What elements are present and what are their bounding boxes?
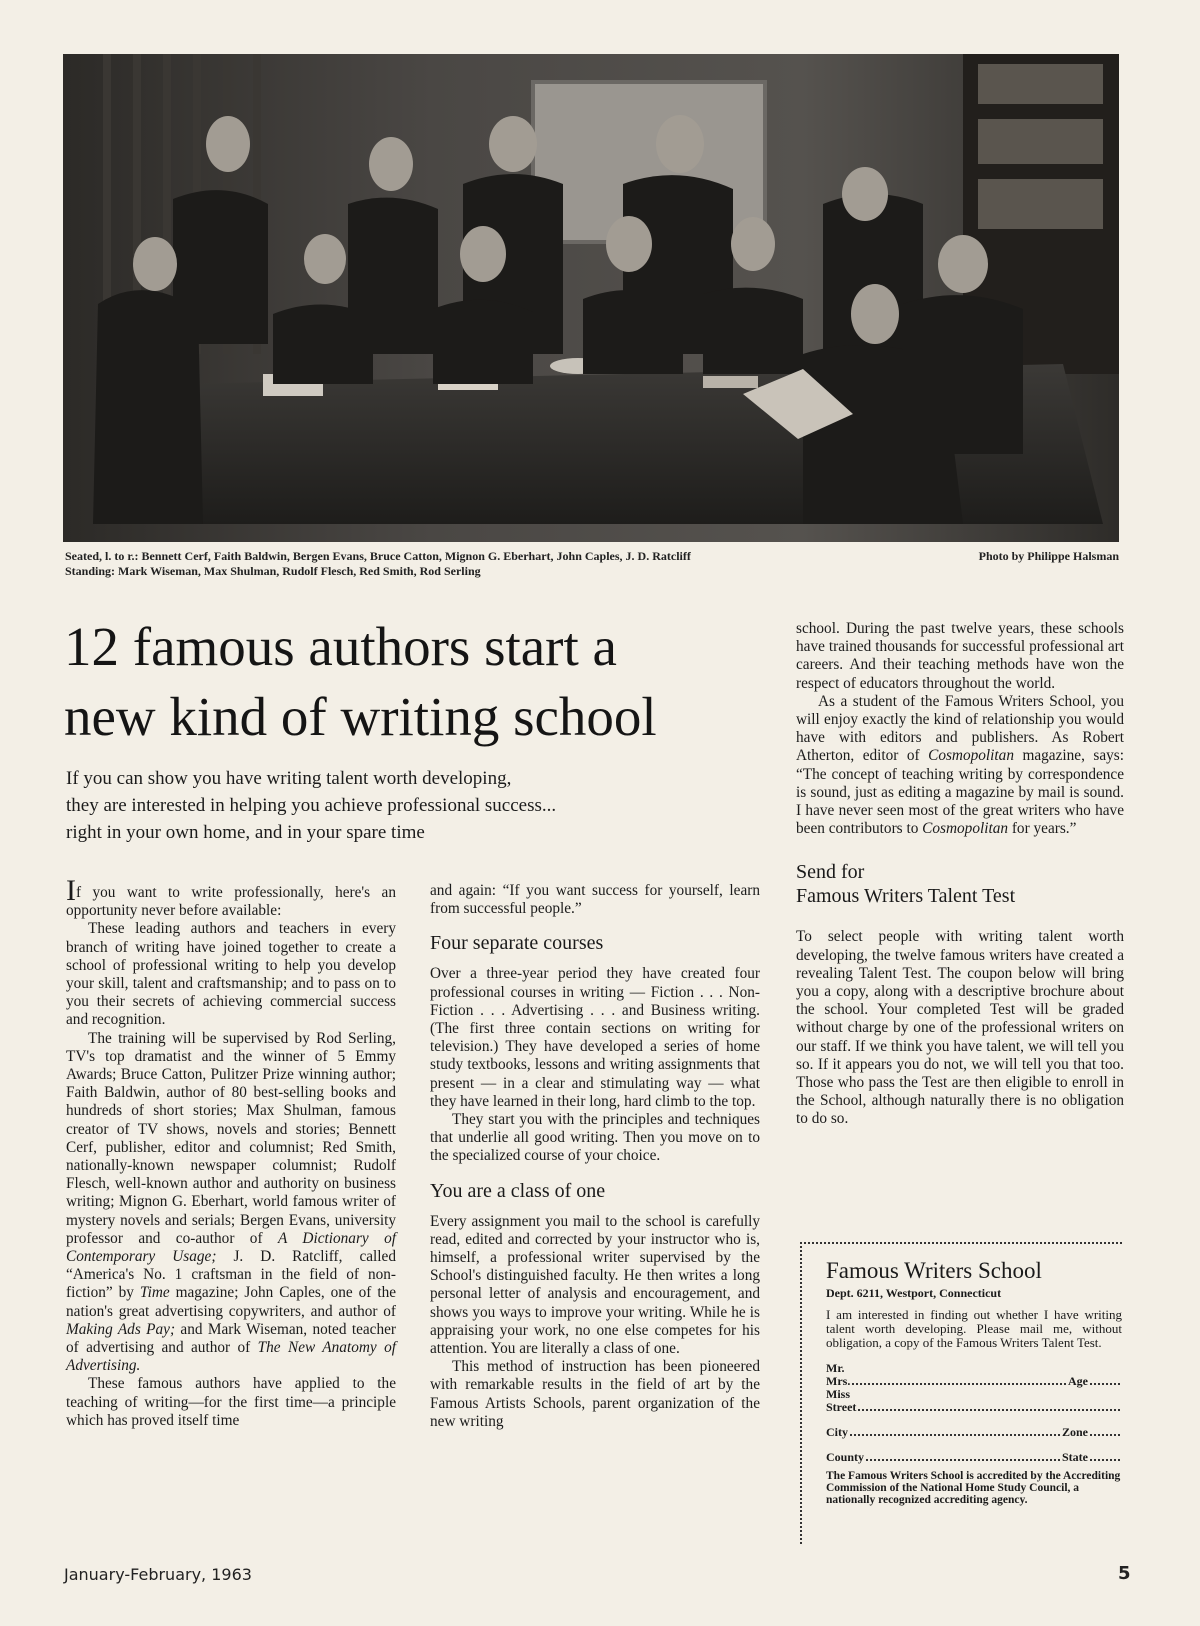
photo-caption bbox=[65, 549, 925, 579]
coupon bbox=[800, 1242, 1122, 1544]
street-label: Street bbox=[826, 1400, 857, 1414]
paragraph: school. During the past twelve years, these schools have trained thousands for successful professional art careers. And their teaching methods have won the respect of educators throughout the world. bbox=[796, 620, 1124, 692]
coupon-title: Famous Writers School bbox=[826, 1258, 1042, 1283]
paragraph: They start you with the principles and techniques that underlie all good writing. Then you move on to the specialized course of your choice. bbox=[430, 1111, 760, 1165]
county-field[interactable] bbox=[826, 1451, 1122, 1464]
headline bbox=[64, 612, 764, 752]
miss-label: Miss bbox=[826, 1387, 850, 1401]
name-field-block[interactable] bbox=[826, 1362, 1122, 1414]
age-label: Age bbox=[1068, 1374, 1088, 1388]
drop-cap: I bbox=[66, 874, 76, 907]
issue-date: January-February, 1963 bbox=[64, 1565, 252, 1584]
paragraph: The training will be supervised by Rod Serling, TV's top dramatist and the winner of 5 Emmy Awards; Bruce Catton, Pulitzer Prize winning author; Faith Baldwin, author of 80 best-selling books and hundreds of short stories; Max Shulman, famous creator of TV shows, novels and stories; Bennett Cerf, publisher, editor and columnist; Red Smith, nationally-known newspaper columnist; Rudolf Flesch, well-known author and authority on business writing; Mignon G. Eberhart, world famous writer of mystery novels and serials; Bergen Evans, university professor and co-author of A Dictionary of Contemporary Usage; J. D. Ratcliff, called “America's No. 1 craftsman in the field of non-fiction” by Time magazine; John Caples, one of the nation's great advertising copywriters, and author of Making Ads Pay; and Mark Wiseman, noted teacher of advertising and author of The New Anatomy of Advertising. bbox=[66, 1029, 397, 1375]
article-column-2 bbox=[430, 882, 760, 1431]
subhead-line-2: they are interested in helping you achieve professional success... bbox=[66, 795, 557, 816]
subhead-line-3: right in your own home, and in your spare time bbox=[66, 822, 425, 843]
coupon-text: I am interested in finding out whether I have writing talent worth developing. Please mail me, without obligation, a copy of the Famous Writers Talent Test. bbox=[826, 1307, 1122, 1350]
caption-standing: Standing: Mark Wiseman, Max Shulman, Rudolf Flesch, Red Smith, Rod Serling bbox=[65, 564, 481, 578]
paragraph: and again: “If you want success for yourself, learn from successful people.” bbox=[430, 882, 760, 918]
headline-line-2: new kind of writing school bbox=[64, 686, 657, 747]
section-heading: Send for Famous Writers Talent Test bbox=[796, 861, 1016, 908]
paragraph: These famous authors have applied to the teaching of writing—for the first time—a principle which has proved itself time bbox=[66, 1375, 396, 1429]
headline-line-1: 12 famous authors start a bbox=[64, 616, 617, 677]
zone-label: Zone bbox=[1061, 1425, 1088, 1439]
article-column-1 bbox=[66, 874, 397, 1430]
paragraph: To select people with writing talent worth developing, the twelve famous writers have created a revealing Talent Test. The coupon below will bring you a copy, along with a descriptive brochure about the school. Your completed Test will be graded without charge by one of the professional writers on our staff. If we think you have talent, we will tell you so. If it appears you do not, we will tell you that too. Those who pass the Test are then eligible to enroll in the School, although naturally there is no obligation to do so. bbox=[796, 928, 1124, 1128]
mr-label: Mr. bbox=[826, 1361, 845, 1375]
subhead bbox=[66, 765, 746, 846]
city-field[interactable] bbox=[826, 1426, 1122, 1439]
street-field[interactable] bbox=[826, 1401, 1122, 1414]
section-heading: Four separate courses bbox=[430, 932, 604, 955]
coupon-dept: Dept. 6211, Westport, Connecticut bbox=[826, 1286, 1002, 1300]
paragraph: If you want to write professionally, here's an opportunity never before available: bbox=[66, 874, 396, 920]
county-label: County bbox=[826, 1450, 865, 1464]
group-photo bbox=[63, 54, 1119, 542]
accreditation-note: The Famous Writers School is accredited by the Accrediting Commission of the National Home Study Council, a nationally recognized accrediting agency. bbox=[826, 1470, 1121, 1506]
paragraph: Over a three-year period they have created four professional courses in writing — Fiction . . . Non-Fiction . . . Advertising . . . and Business writing. (The first three contain sections on writing for television.) They have developed a series of home study textbooks, lessons and writing assignments that present — in a clear and stimulating way — what they have learned in their long, hard climb to the top. bbox=[430, 965, 760, 1110]
paragraph: Every assignment you mail to the school is carefully read, edited and corrected by your instructor who is, himself, a professional writer supervised by the School's distinguished faculty. He then writes a long personal letter of analysis and encouragement, and shows you ways to improve your writing. While he is appraising your work, no one else competes for his attention. You are literally a class of one. bbox=[430, 1212, 760, 1358]
caption-seated: Seated, l. to r.: Bennett Cerf, Faith Baldwin, Bergen Evans, Bruce Catton, Mignon G. Eberhart, John Caples, J. D. Ratcliff bbox=[65, 549, 691, 563]
city-label: City bbox=[826, 1425, 848, 1439]
name-field[interactable] bbox=[826, 1375, 1122, 1388]
mrs-label: Mrs. bbox=[826, 1374, 851, 1388]
paragraph: This method of instruction has been pioneered with remarkable results in the field of art by the Famous Artists Schools, parent organization of the new writing bbox=[430, 1358, 760, 1430]
section-heading: You are a class of one bbox=[430, 1179, 606, 1202]
photo-credit: Photo by Philippe Halsman bbox=[978, 549, 1119, 563]
state-label: State bbox=[1062, 1450, 1088, 1464]
page-number: 5 bbox=[1118, 1563, 1131, 1584]
paragraph: These leading authors and teachers in every branch of writing have joined together to create a school of professional writing to help you develop your skill, talent and craftsmanship; and to pass on to you their secrets of achieving commercial success and recognition. bbox=[66, 920, 396, 1029]
paragraph: As a student of the Famous Writers School, you will enjoy exactly the kind of relationship you would have with editors and publishers. As Robert Atherton, editor of Cosmopolitan magazine, says: “The concept of teaching writing by correspondence is sound, just as editing a magazine by mail is sound. I have never seen most of the great writers who have been contributors to Cosmopolitan for years.” bbox=[796, 692, 1124, 838]
article-column-3 bbox=[796, 620, 1124, 1129]
subhead-line-1: If you can show you have writing talent worth developing, bbox=[66, 768, 512, 789]
